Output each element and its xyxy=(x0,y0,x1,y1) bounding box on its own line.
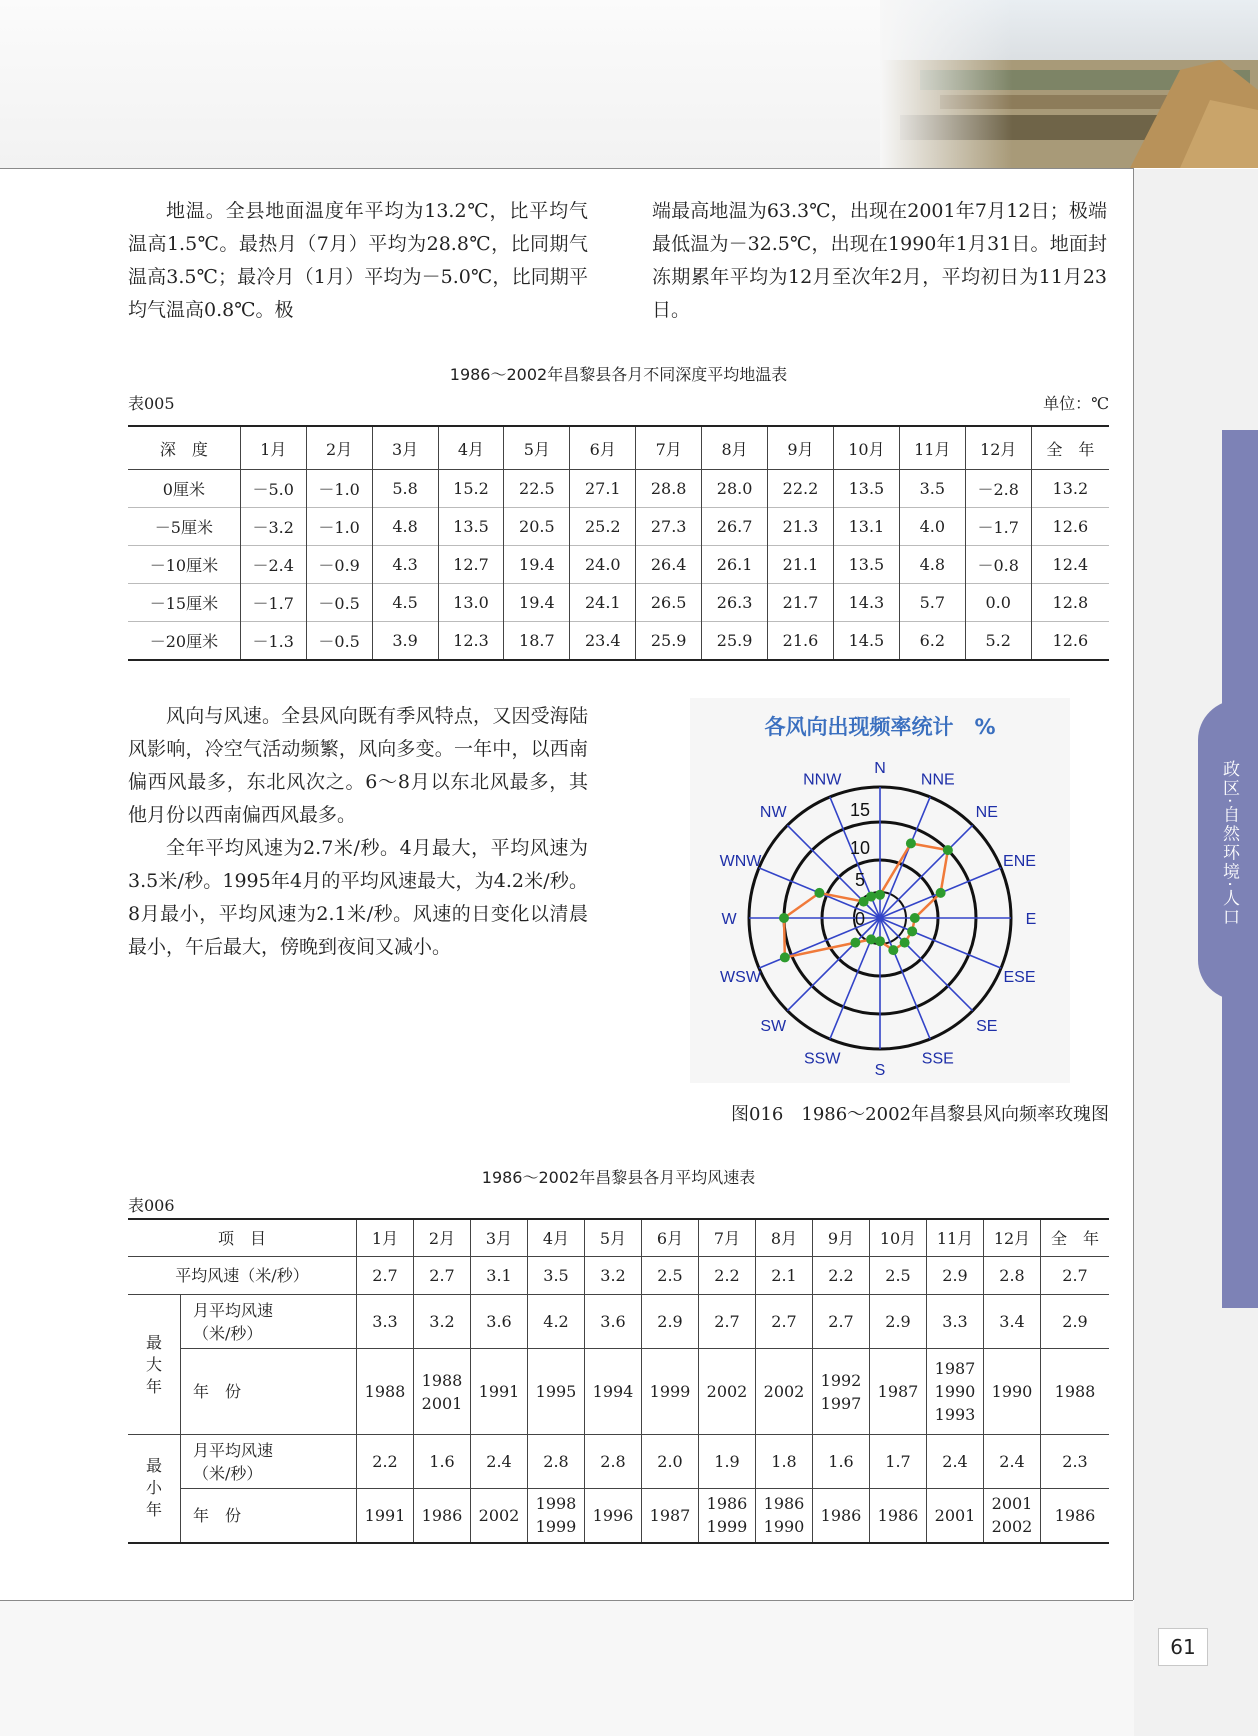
max-year-group: 最 大 年 xyxy=(128,1295,181,1435)
table-cell: 25.9 xyxy=(636,622,702,661)
table-cell: 1999 xyxy=(642,1349,699,1435)
row-label: －20厘米 xyxy=(128,622,240,661)
wind-rose-chart xyxy=(690,698,1070,1083)
column-header: 8月 xyxy=(702,426,768,470)
paragraph-ground-temp xyxy=(128,195,588,327)
table-row xyxy=(128,546,1109,584)
table-row xyxy=(128,1257,1109,1295)
table-cell: 4.2 xyxy=(528,1295,585,1349)
table-cell: 1.6 xyxy=(414,1435,471,1489)
table-cell: 2002 xyxy=(471,1489,528,1543)
table-cell: 1998 1999 xyxy=(528,1489,585,1543)
table-cell: 13.5 xyxy=(833,470,899,508)
ring-label: 5 xyxy=(854,870,866,890)
table-cell: 14.3 xyxy=(833,584,899,622)
frequency-point xyxy=(943,845,953,855)
column-header: 5月 xyxy=(585,1219,642,1257)
table-cell: 25.2 xyxy=(570,508,636,546)
wind-rose-figure xyxy=(690,698,1070,1083)
frequency-point xyxy=(907,926,917,936)
table-cell: 12.7 xyxy=(438,546,504,584)
table-cell: －1.7 xyxy=(240,584,306,622)
row-label: －15厘米 xyxy=(128,584,240,622)
column-header: 10月 xyxy=(833,426,899,470)
table-cell: －3.2 xyxy=(240,508,306,546)
table5-label: 表005 xyxy=(128,394,175,413)
table-cell: 21.7 xyxy=(768,584,834,622)
frequency-point xyxy=(888,945,898,955)
table-cell: 1991 xyxy=(357,1489,414,1543)
table-cell: 1991 xyxy=(471,1349,528,1435)
frequency-point xyxy=(900,938,910,948)
table-cell: 0.0 xyxy=(965,584,1031,622)
table-cell: 28.0 xyxy=(702,470,768,508)
direction-label: SSW xyxy=(803,1050,841,1068)
table-cell: 1992 1997 xyxy=(813,1349,870,1435)
direction-label: SSE xyxy=(921,1050,954,1068)
table-cell: 23.4 xyxy=(570,622,636,661)
frequency-point xyxy=(875,890,885,900)
row-label: 月平均风速 （米/秒） xyxy=(181,1435,357,1489)
frequency-point xyxy=(779,913,789,923)
table-cell: 1.6 xyxy=(813,1435,870,1489)
column-header: 3月 xyxy=(471,1219,528,1257)
table-cell: 1986 xyxy=(414,1489,471,1543)
column-header: 2月 xyxy=(414,1219,471,1257)
frequency-point xyxy=(850,938,860,948)
table-row xyxy=(128,1295,1109,1349)
direction-label: SW xyxy=(760,1017,787,1035)
table-cell: 2.7 xyxy=(1041,1257,1110,1295)
ground-temperature-table xyxy=(128,425,1109,661)
paragraph-text: 全年平均风速为2.7米/秒。4月最大，平均风速为3.5米/秒。1995年4月的平均风速最大，为4.2米/秒。8月最小，平均风速为2.1米/秒。风速的日变化以清晨最小，午后最大，傍晚到夜间又减小。 xyxy=(128,837,588,958)
table-cell: 2001 2002 xyxy=(984,1489,1041,1543)
row-label: 年 份 xyxy=(181,1489,357,1543)
table-cell: 2.5 xyxy=(870,1257,927,1295)
direction-label: WNW xyxy=(719,853,762,871)
direction-label: NNW xyxy=(803,771,842,789)
chart-title: 各风向出现频率统计 % xyxy=(764,715,996,739)
table-cell: 2.9 xyxy=(927,1257,984,1295)
table-cell: 1986 1999 xyxy=(699,1489,756,1543)
table-cell: 2.8 xyxy=(528,1435,585,1489)
table-cell: 2.9 xyxy=(1041,1295,1110,1349)
wind-speed-table xyxy=(128,1218,1109,1544)
table-cell: 3.6 xyxy=(471,1295,528,1349)
table-cell: 3.2 xyxy=(585,1257,642,1295)
table-cell: 21.6 xyxy=(768,622,834,661)
table-cell: 27.1 xyxy=(570,470,636,508)
table-header-row xyxy=(128,1219,1109,1257)
table-cell: 13.2 xyxy=(1031,470,1109,508)
table-cell: 2.4 xyxy=(471,1435,528,1489)
table-cell: 13.5 xyxy=(438,508,504,546)
table-cell: －0.5 xyxy=(306,622,372,661)
table-cell: 4.3 xyxy=(372,546,438,584)
table-cell: 12.3 xyxy=(438,622,504,661)
column-header: 11月 xyxy=(927,1219,984,1257)
table-cell: 26.4 xyxy=(636,546,702,584)
table-cell: 2.7 xyxy=(699,1295,756,1349)
table6-title: 1986～2002年昌黎县各月平均风速表 xyxy=(481,1168,756,1187)
frequency-point xyxy=(910,913,920,923)
table-cell: 3.3 xyxy=(927,1295,984,1349)
table-cell: 2.5 xyxy=(642,1257,699,1295)
paragraph-text: 端最高地温为63.3℃，出现在2001年7月12日；极端最低温为－32.5℃，出现在1990年1月31日。地面封冻期累年平均为12月至次年2月，平均初日为11月23日。 xyxy=(652,200,1107,321)
row-label: 月平均风速 （米/秒） xyxy=(181,1295,357,1349)
table-cell: 2.7 xyxy=(414,1257,471,1295)
column-header: 8月 xyxy=(756,1219,813,1257)
table-cell: 21.3 xyxy=(768,508,834,546)
table-cell: 2002 xyxy=(756,1349,813,1435)
direction-label: WSW xyxy=(720,968,761,986)
table-cell: 1988 xyxy=(1041,1349,1110,1435)
table-cell: 19.4 xyxy=(504,546,570,584)
row-label: 年 份 xyxy=(181,1349,357,1435)
table-cell: 2001 xyxy=(927,1489,984,1543)
table-cell: 1986 xyxy=(813,1489,870,1543)
table-cell: 5.7 xyxy=(899,584,965,622)
table-cell: 13.0 xyxy=(438,584,504,622)
table5-unit: 单位：℃ xyxy=(1043,394,1109,413)
table-cell: 2.8 xyxy=(984,1257,1041,1295)
column-header: 2月 xyxy=(306,426,372,470)
table-cell: 2002 xyxy=(699,1349,756,1435)
table-cell: 3.3 xyxy=(357,1295,414,1349)
table-cell: 1988 2001 xyxy=(414,1349,471,1435)
table-cell: 4.5 xyxy=(372,584,438,622)
column-header: 5月 xyxy=(504,426,570,470)
column-header: 9月 xyxy=(768,426,834,470)
table-cell: 27.3 xyxy=(636,508,702,546)
table-cell: 12.6 xyxy=(1031,622,1109,661)
table-cell: 2.2 xyxy=(699,1257,756,1295)
ring-label: 15 xyxy=(849,800,871,820)
table-cell: 1988 xyxy=(357,1349,414,1435)
direction-label: SE xyxy=(976,1017,998,1035)
table-cell: 6.2 xyxy=(899,622,965,661)
page-number: 61 xyxy=(1158,1628,1208,1666)
table-row xyxy=(128,622,1109,661)
column-header: 11月 xyxy=(899,426,965,470)
chapter-tab-label: 政区·自然环境·人口 xyxy=(1219,760,1239,927)
table-cell: 26.3 xyxy=(702,584,768,622)
table-cell: －5.0 xyxy=(240,470,306,508)
column-header: 6月 xyxy=(642,1219,699,1257)
table-cell: 3.6 xyxy=(585,1295,642,1349)
table-cell: 4.8 xyxy=(899,546,965,584)
column-header: 项 目 xyxy=(217,1228,266,1248)
frequency-point xyxy=(936,888,946,898)
column-header: 10月 xyxy=(870,1219,927,1257)
column-header: 7月 xyxy=(699,1219,756,1257)
table-cell: 26.1 xyxy=(702,546,768,584)
table-cell: －0.5 xyxy=(306,584,372,622)
table-cell: 12.6 xyxy=(1031,508,1109,546)
table-cell: －0.8 xyxy=(965,546,1031,584)
table-row xyxy=(128,1349,1109,1435)
column-header: 6月 xyxy=(570,426,636,470)
column-header: 深 度 xyxy=(128,426,240,470)
direction-label: ENE xyxy=(1003,853,1036,871)
row-label: －10厘米 xyxy=(128,546,240,584)
table-header-row xyxy=(128,426,1109,470)
table-cell: 1.8 xyxy=(756,1435,813,1489)
frequency-point xyxy=(866,892,876,902)
table-cell: 2.0 xyxy=(642,1435,699,1489)
header-rule xyxy=(0,168,1133,169)
table-cell: 2.7 xyxy=(813,1295,870,1349)
column-header: 7月 xyxy=(636,426,702,470)
table-cell: 2.9 xyxy=(870,1295,927,1349)
table-cell: －1.3 xyxy=(240,622,306,661)
table-row xyxy=(128,508,1109,546)
table-cell: 5.8 xyxy=(372,470,438,508)
table-cell: 12.4 xyxy=(1031,546,1109,584)
row-label: 平均风速（米/秒） xyxy=(128,1257,357,1295)
paragraph-text: 风向与风速。全县风向既有季风特点，又因受海陆风影响，冷空气活动频繁，风向多变。一年中，以西南偏西风最多，东北风次之。6～8月以东北风最多，其他月份以西南偏西风最多。 xyxy=(128,705,588,826)
column-header: 4月 xyxy=(528,1219,585,1257)
column-header: 12月 xyxy=(984,1219,1041,1257)
direction-label: W xyxy=(721,911,737,928)
table-cell: 1987 1990 1993 xyxy=(927,1349,984,1435)
table-cell: 24.1 xyxy=(570,584,636,622)
table-cell: 3.5 xyxy=(528,1257,585,1295)
direction-label: ESE xyxy=(1003,968,1036,986)
table-cell: 2.2 xyxy=(813,1257,870,1295)
table-cell: －2.8 xyxy=(965,470,1031,508)
frequency-point xyxy=(906,838,916,848)
paragraph-ground-temp-cont xyxy=(652,195,1107,327)
table-cell: －1.0 xyxy=(306,508,372,546)
table-cell: 26.7 xyxy=(702,508,768,546)
frequency-point xyxy=(866,934,876,944)
table-cell: 20.5 xyxy=(504,508,570,546)
direction-label: NNE xyxy=(920,771,955,789)
column-header: 1月 xyxy=(357,1219,414,1257)
table-cell: 1987 xyxy=(642,1489,699,1543)
column-header: 3月 xyxy=(372,426,438,470)
table-cell: 25.9 xyxy=(702,622,768,661)
table-row xyxy=(128,1489,1109,1543)
column-header: 1月 xyxy=(240,426,306,470)
table-cell: 24.0 xyxy=(570,546,636,584)
table-cell: 14.5 xyxy=(833,622,899,661)
table-cell: 2.2 xyxy=(357,1435,414,1489)
row-label: 0厘米 xyxy=(128,470,240,508)
table-cell: 28.8 xyxy=(636,470,702,508)
table-cell: 26.5 xyxy=(636,584,702,622)
direction-label: NW xyxy=(759,804,787,822)
table-cell: 1987 xyxy=(870,1349,927,1435)
row-label: －5厘米 xyxy=(128,508,240,546)
table-cell: 1996 xyxy=(585,1489,642,1543)
table5-title: 1986～2002年昌黎县各月不同深度平均地温表 xyxy=(449,365,788,384)
table-cell: 1995 xyxy=(528,1349,585,1435)
table-cell: 2.1 xyxy=(756,1257,813,1295)
column-header: 4月 xyxy=(438,426,504,470)
direction-label: E xyxy=(1025,911,1037,928)
header-photo xyxy=(880,0,1258,168)
table-cell: 2.3 xyxy=(1041,1435,1110,1489)
direction-label: N xyxy=(874,760,886,777)
table-cell: 1986 xyxy=(870,1489,927,1543)
table-cell: 3.5 xyxy=(899,470,965,508)
table-cell: －1.0 xyxy=(306,470,372,508)
table-cell: 12.8 xyxy=(1031,584,1109,622)
table-cell: 4.0 xyxy=(899,508,965,546)
table-cell: 15.2 xyxy=(438,470,504,508)
table-cell: 18.7 xyxy=(504,622,570,661)
table-row xyxy=(128,470,1109,508)
table-row xyxy=(128,1435,1109,1489)
column-header: 12月 xyxy=(965,426,1031,470)
table-cell: 2.4 xyxy=(927,1435,984,1489)
table-cell: 3.1 xyxy=(471,1257,528,1295)
table-cell: 3.9 xyxy=(372,622,438,661)
table-cell: －0.9 xyxy=(306,546,372,584)
ring-label: 10 xyxy=(849,838,871,858)
min-year-group: 最 小 年 xyxy=(128,1435,181,1543)
table-cell: 3.4 xyxy=(984,1295,1041,1349)
table-cell: 2.9 xyxy=(642,1295,699,1349)
table-cell: 22.5 xyxy=(504,470,570,508)
table-cell: 1990 xyxy=(984,1349,1041,1435)
direction-label: NE xyxy=(975,804,998,822)
table-cell: 3.2 xyxy=(414,1295,471,1349)
table-cell: 13.1 xyxy=(833,508,899,546)
table-cell: 13.5 xyxy=(833,546,899,584)
figure-caption: 图016 1986～2002年昌黎县风向频率玫瑰图 xyxy=(731,1104,1109,1125)
table-cell: 2.8 xyxy=(585,1435,642,1489)
table-cell: 4.8 xyxy=(372,508,438,546)
frequency-point xyxy=(780,952,790,962)
table-cell: 5.2 xyxy=(965,622,1031,661)
table-cell: －2.4 xyxy=(240,546,306,584)
table-cell: 21.1 xyxy=(768,546,834,584)
paragraph-text: 地温。全县地面温度年平均为13.2℃，比平均气温高1.5℃。最热月（7月）平均为28.8℃，比同期气温高3.5℃；最冷月（1月）平均为－5.0℃，比同期平均气温高0.8℃。极 xyxy=(128,200,588,321)
table-cell: －1.7 xyxy=(965,508,1031,546)
table-cell: 2.7 xyxy=(756,1295,813,1349)
table-cell: 1994 xyxy=(585,1349,642,1435)
table-cell: 1.7 xyxy=(870,1435,927,1489)
table-cell: 2.7 xyxy=(357,1257,414,1295)
table-cell: 22.2 xyxy=(768,470,834,508)
table-cell: 1986 1990 xyxy=(756,1489,813,1543)
table-cell: 2.4 xyxy=(984,1435,1041,1489)
frequency-point xyxy=(875,936,885,946)
frequency-point xyxy=(814,888,824,898)
table-cell: 19.4 xyxy=(504,584,570,622)
direction-label: S xyxy=(874,1062,886,1079)
ring-label: 0 xyxy=(854,909,866,929)
table-row xyxy=(128,584,1109,622)
column-header: 全 年 xyxy=(1041,1219,1110,1257)
bottom-margin xyxy=(0,1601,1134,1736)
column-header: 9月 xyxy=(813,1219,870,1257)
table-cell: 1986 xyxy=(1041,1489,1110,1543)
table6-label: 表006 xyxy=(128,1196,175,1215)
paragraph-wind xyxy=(128,700,588,964)
table-cell: 1.9 xyxy=(699,1435,756,1489)
column-header: 全 年 xyxy=(1031,426,1109,470)
